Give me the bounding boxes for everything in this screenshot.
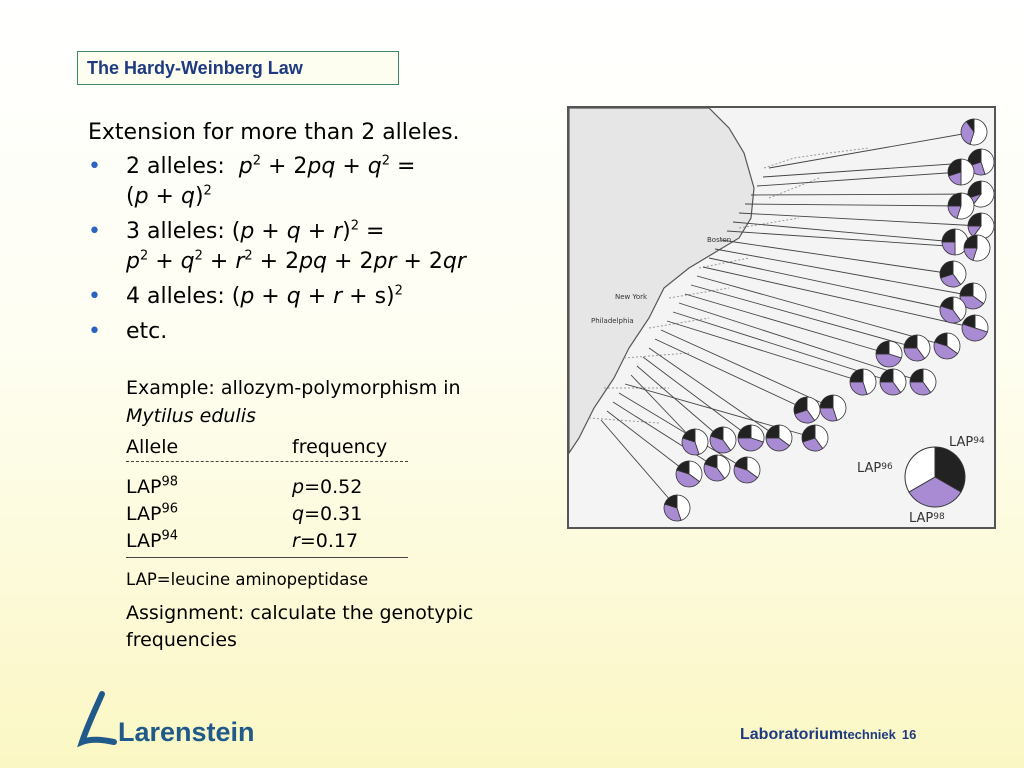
pie-marker — [940, 297, 966, 323]
pie-marker — [850, 369, 876, 395]
lap-note: LAP=leucine aminopeptidase — [126, 570, 369, 589]
pie-marker — [910, 369, 936, 395]
connector-line — [715, 249, 973, 296]
pie-marker — [904, 335, 930, 361]
example-text: Example: allozym-polymorphism in Mytilus edulis — [126, 377, 461, 427]
assignment-text: Assignment: calculate the genotypic frequencies — [126, 602, 474, 651]
example-block — [126, 374, 556, 654]
brand-name: Larenstein — [118, 717, 255, 747]
pie-marker — [766, 425, 792, 451]
pie-marker — [962, 315, 988, 341]
connector-line — [685, 294, 889, 354]
connector-line — [637, 366, 723, 440]
bullet-4-alleles: • 4 alleles: $(p + q + r + s)^2$ — [88, 283, 403, 309]
connector-line — [697, 276, 947, 346]
pie-marker — [682, 429, 708, 455]
pie-marker — [704, 455, 730, 481]
pie-marker — [934, 333, 960, 359]
connector-line — [739, 213, 981, 226]
course-main: Laboratorium — [740, 726, 844, 743]
intro-text: Extension for more than 2 alleles. — [88, 120, 460, 145]
table-row: LAP$^{94}$ r=0.17 — [126, 528, 359, 552]
course-sub: techniek — [843, 727, 896, 742]
pie-marker — [876, 341, 902, 367]
connector-line — [751, 194, 981, 195]
city-label-newyork: New York — [615, 293, 648, 301]
connector-line — [721, 240, 953, 274]
pie-marker — [676, 461, 702, 487]
pie-marker — [880, 369, 906, 395]
connector-line — [757, 172, 961, 186]
slide-title: The Hardy-Weinberg Law — [77, 51, 399, 85]
connector-line — [727, 231, 977, 248]
pie-marker — [794, 397, 820, 423]
table-row: LAP$^{96}$ q=0.31 — [126, 501, 363, 525]
bullet-list — [88, 152, 558, 347]
connector-line — [703, 267, 975, 328]
connector-line — [643, 357, 751, 438]
pie-marker — [734, 457, 760, 483]
connector-line — [745, 204, 961, 206]
pie-marker — [802, 425, 828, 451]
pie-marker — [710, 427, 736, 453]
coast-map-svg — [569, 108, 994, 527]
pie-marker — [820, 395, 846, 421]
bullet-3-alleles: • 3 alleles: $(p + q + r)^2$ = $p^2 + q^2 + r^2 + 2pq + 2pr + 2qr$ — [88, 218, 466, 274]
allele-map — [567, 106, 996, 529]
page-number: 16 — [901, 727, 917, 742]
table-body — [126, 474, 408, 558]
main-content — [88, 118, 558, 352]
legend-label-lap94: LAP$^{94}$ — [949, 435, 985, 450]
pie-marker — [948, 193, 974, 219]
pie-marker — [964, 235, 990, 261]
pie-marker — [968, 213, 994, 239]
pie-marker — [948, 159, 974, 185]
connector-line — [601, 420, 677, 508]
table-header: Allele frequency — [126, 434, 408, 462]
connector-line — [631, 375, 695, 442]
pie-marker — [961, 119, 987, 145]
bullet-2-alleles: • 2 alleles: $p^2 + 2pq + q^2$ = $(p + q)^2$ — [88, 153, 416, 209]
species-name: Mytilus edulis — [126, 405, 256, 427]
connector-line — [667, 321, 863, 382]
pie-marker — [664, 495, 690, 521]
pie-marker — [940, 261, 966, 287]
legend-pie — [905, 447, 965, 507]
table-row: LAP$^{98}$ p=0.52 — [126, 474, 363, 498]
allele-table — [126, 434, 408, 558]
connector-line — [661, 330, 833, 408]
legend-label-lap98: LAP$^{98}$ — [909, 511, 945, 526]
footer-course — [740, 726, 916, 744]
pie-marker — [738, 425, 764, 451]
legend-label-lap96: LAP$^{96}$ — [857, 461, 893, 476]
connector-line — [769, 132, 974, 168]
city-label-philadelphia: Philadelphia — [591, 317, 634, 325]
city-label-boston: Boston — [707, 236, 732, 244]
connector-line — [709, 258, 953, 310]
bullet-etc: • etc. — [88, 319, 168, 344]
